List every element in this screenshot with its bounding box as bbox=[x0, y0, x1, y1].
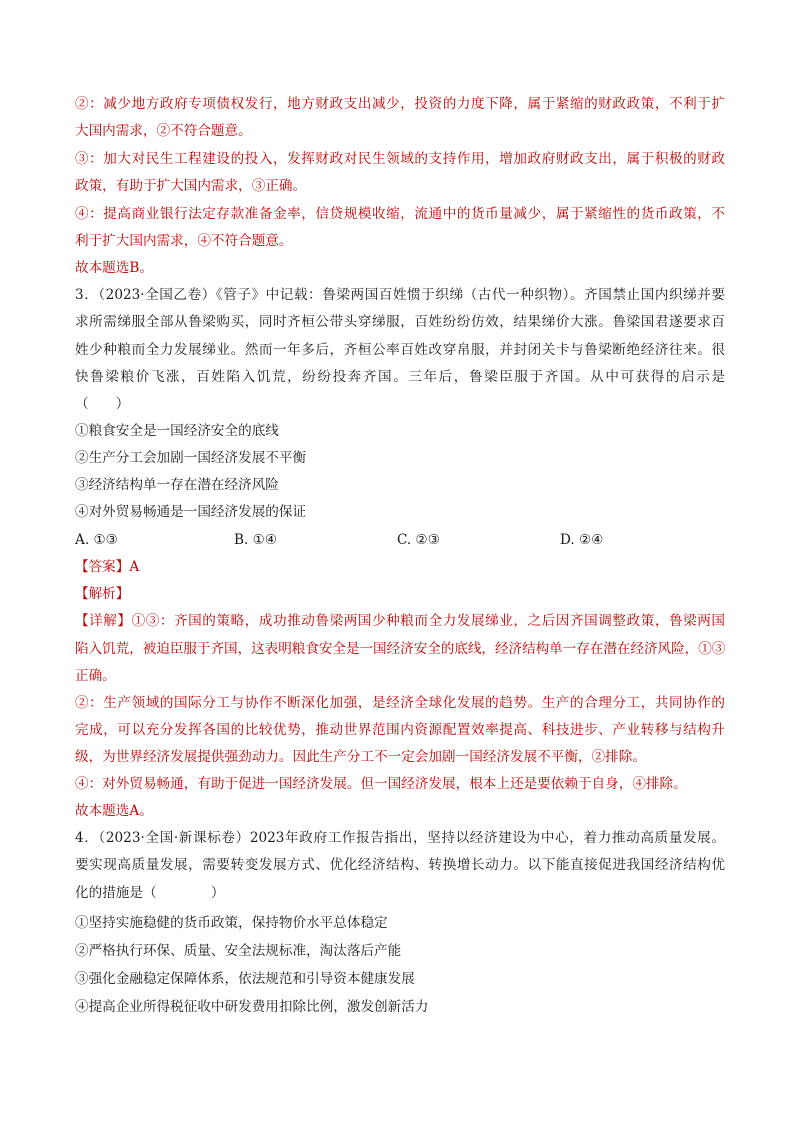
statement-item: ①坚持实施稳健的货币政策，保持物价水平总体稳定 bbox=[75, 915, 388, 931]
option-c: C. ②③ bbox=[397, 532, 440, 548]
answer-blank: （ ） bbox=[75, 396, 130, 412]
statement-item: ②生产分工会加剧一国经济发展不平衡 bbox=[75, 450, 307, 466]
question-stem-line: 化的措施是（ ） bbox=[75, 885, 225, 901]
question-stem-line: 4．（2023·全国·新课标卷）2023年政府工作报告指出，坚持以经济建设为中心，着力推动高质量发展。 bbox=[75, 830, 725, 846]
analysis-tag: 【解析】 bbox=[75, 586, 130, 602]
option-d: D. ②④ bbox=[560, 532, 604, 548]
detail-text: ①③：齐国的策略，成功推动鲁梁两国少种粮而全力发展绨业，之后因齐国调整政策，鲁梁两国 bbox=[131, 613, 726, 629]
detail-tag: 【详解】 bbox=[75, 613, 132, 629]
answer-tag: 【答案】 bbox=[75, 559, 130, 575]
conclusion-line: 故本题选B。 bbox=[75, 260, 153, 276]
analysis-line: 利于扩大国内需求，④不符合题意。 bbox=[75, 233, 293, 249]
detail-line: 级，为世界经济发展提供强劲动力。因此生产分工不一定会加剧一国经济发展不平衡，②排除。 bbox=[75, 749, 646, 765]
statement-item: ③经济结构单一存在潜在经济风险 bbox=[75, 477, 279, 493]
detail-line: ④：对外贸易畅通，有助于促进一国经济发展。但一国经济发展，根本上还是要依赖于自身，④排除。 bbox=[75, 776, 687, 792]
statement-item: ②严格执行环保、质量、安全法规标准，淘汰落后产能 bbox=[75, 943, 402, 959]
question-stem-line: 要实现高质量发展，需要转变发展方式、优化经济结构、转换增长动力。以下能直接促进我国经济结构优 bbox=[75, 857, 725, 873]
analysis-line: 大国内需求，②不符合题意。 bbox=[75, 123, 252, 139]
statement-item: ④对外贸易畅通是一国经济发展的保证 bbox=[75, 504, 307, 520]
question-stem-line: 求所需绨服全部从鲁梁购买，同时齐桓公带头穿绨服，百姓纷纷仿效，结果绨价大涨。鲁梁国君遂要求百 bbox=[75, 314, 725, 330]
answer-value: A bbox=[129, 559, 140, 575]
detail-line bbox=[75, 612, 725, 630]
statement-item: ④提高企业所得税征收中研发费用扣除比例，激发创新活力 bbox=[75, 999, 429, 1015]
statement-item: ①粮食安全是一国经济安全的底线 bbox=[75, 423, 279, 439]
option-b: B. ①④ bbox=[234, 532, 278, 548]
analysis-line: ②：减少地方政府专项债权发行，地方财政支出减少，投资的力度下降，属于紧缩的财政政策，不利于扩 bbox=[75, 96, 725, 112]
statement-item: ③强化金融稳定保障体系，依法规范和引导资本健康发展 bbox=[75, 971, 415, 987]
question-stem-line: 快鲁梁粮价飞涨，百姓陷入饥荒，纷纷投奔齐国。三年后，鲁梁臣服于齐国。从中可获得的启示是 bbox=[75, 369, 725, 385]
question-stem-line: 3．（2023·全国乙卷）《管子》中记载：鲁梁两国百姓惯于织绨（古代一种织物）。齐国禁止国内织绨并要 bbox=[75, 287, 725, 303]
detail-line: ②：生产领域的国际分工与协作不断深化加强，是经济全球化发展的趋势。生产的合理分工，共同协作的 bbox=[75, 695, 725, 711]
analysis-line: 政策，有助于扩大国内需求，③正确。 bbox=[75, 178, 307, 194]
question-stem-line: 姓少种粮而全力发展绨业。然而一年多后，齐桓公率百姓改穿帛服，并封闭关卡与鲁梁断绝经济往来。很 bbox=[75, 342, 725, 358]
detail-line: 陷入饥荒，被迫臣服于齐国，这表明粮食安全是一国经济安全的底线，经济结构单一存在潜在经济风险，①③ bbox=[75, 641, 725, 657]
answer-line bbox=[75, 558, 725, 576]
analysis-line: ③：加大对民生工程建设的投入，发挥财政对民生领域的支持作用，增加政府财政支出，属于积极的财政 bbox=[75, 151, 725, 167]
detail-line: 完成，可以充分发挥各国的比较优势，推动世界范围内资源配置效率提高、科技进步、产业转移与结构升 bbox=[75, 722, 725, 738]
option-a: A. ①③ bbox=[75, 532, 118, 548]
detail-line: 正确。 bbox=[75, 668, 116, 684]
analysis-line: ④：提高商业银行法定存款准备金率，信贷规模收缩，流通中的货币量减少，属于紧缩性的货币政策，不 bbox=[75, 206, 725, 222]
conclusion-line: 故本题选A。 bbox=[75, 803, 153, 819]
